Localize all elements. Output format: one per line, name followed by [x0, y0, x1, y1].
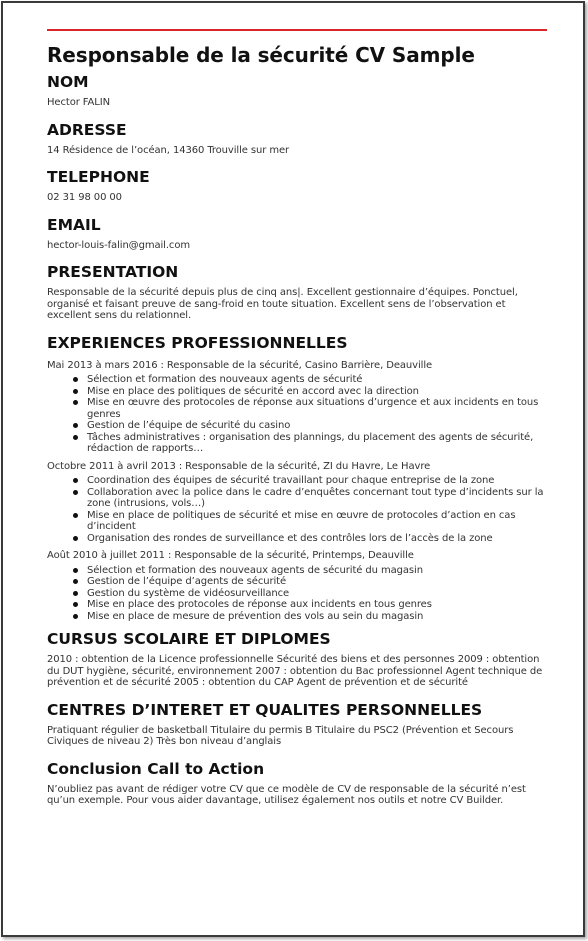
list-item: Gestion de l’équipe d’agents de sécurité: [87, 576, 547, 588]
list-item: Gestion de l’équipe de sécurité du casino: [87, 420, 547, 432]
list-item: Tâches administratives : organisation des plannings, du placement des agents de sécurité, rédaction de rapports…: [87, 432, 547, 455]
section-heading-cursus: CURSUS SCOLAIRE ET DIPLOMES: [47, 630, 331, 648]
presentation-text: Responsable de la sécurité depuis plus de cinq ans|. Excellent gestionnaire d’équipes. Ponctuel, organisé et faisant preuve de sang-froid en toute situation. Excellent sens de l’observation et excellent sens du relationnel.: [47, 287, 518, 321]
cursus-text: 2010 : obtention de la Licence professionnelle Sécurité des biens et des personnes 2009 : obtention du DUT hygiène, sécurité, environnement 2007 : obtention du Bac professionnel Agent technique de prévention et de sécurité 2005 : obtention du CAP Agent de prévention et de sécurité: [47, 654, 543, 688]
address-value: 14 Résidence de l’océan, 14360 Trouville sur mer: [47, 144, 290, 156]
section-heading-telephone: TELEPHONE: [47, 168, 150, 186]
job-entry: [47, 360, 547, 455]
section-heading-conclusion: Conclusion Call to Action: [47, 759, 265, 778]
job-title: Août 2010 à juillet 2011 : Responsable de la sécurité, Printemps, Deauville: [47, 550, 414, 561]
interets-text: Pratiquant régulier de basketball Titulaire du permis B Titulaire du PSC2 (Prévention et Secours Civiques de niveau 2) Très bon niveau d’anglais: [47, 724, 514, 747]
section-heading-presentation: PRESENTATION: [47, 263, 179, 281]
cv-content: [47, 41, 547, 807]
list-item: Sélection et formation des nouveaux agents de sécurité: [87, 374, 547, 386]
section-experiences: [47, 332, 547, 623]
list-item: Organisation des rondes de surveillance et des contrôles lors de l’accès de la zone: [87, 533, 547, 545]
job-title: Octobre 2011 à avril 2013 : Responsable de la sécurité, ZI du Havre, Le Havre: [47, 460, 431, 472]
list-item: Collaboration avec la police dans le cadre d’enquêtes concernant tout type d’incidents sur la zone (intrusions, vols…): [87, 487, 547, 510]
section-telephone: [47, 166, 547, 204]
section-interets: [47, 699, 547, 748]
email-value: hector-louis-falin@gmail.com: [47, 239, 190, 251]
section-heading-experiences: EXPERIENCES PROFESSIONNELLES: [47, 333, 348, 352]
list-item: Mise en place de politiques de sécurité et mise en œuvre de protocoles d’action en cas d’incident: [87, 510, 547, 533]
page-title: Responsable de la sécurité CV Sample: [47, 43, 475, 67]
list-item: Mise en place des politiques de sécurité en accord avec la direction: [87, 386, 547, 398]
section-cursus: [47, 628, 547, 689]
job-entry: [47, 550, 547, 622]
list-item: Gestion du système de vidéosurveillance: [87, 588, 547, 600]
section-heading-nom: NOM: [47, 73, 89, 91]
section-presentation: [47, 261, 547, 322]
job-bullet-list: [47, 565, 547, 623]
conclusion-text: N’oubliez pas avant de rédiger votre CV que ce modèle de CV de responsable de la sécurité n’est qu’un exemple. Pour vous aider davantage, utilisez également nos outils et notre CV Builder.: [47, 783, 526, 806]
section-adresse: [47, 119, 547, 157]
cv-page: [1, 1, 585, 937]
list-item: Mise en place des protocoles de réponse aux incidents en tous genres: [87, 599, 547, 611]
section-nom: [47, 71, 547, 109]
section-conclusion: [47, 758, 547, 807]
job-entry: [47, 461, 547, 545]
list-item: Coordination des équipes de sécurité travaillant pour chaque entreprise de la zone: [87, 475, 547, 487]
top-accent-bar: [47, 29, 547, 31]
job-bullet-list: [47, 374, 547, 455]
name-value: Hector FALIN: [47, 97, 110, 108]
section-heading-interets: CENTRES D’INTERET ET QUALITES PERSONNELLES: [47, 700, 483, 719]
section-email: [47, 214, 547, 252]
job-title: Mai 2013 à mars 2016 : Responsable de la sécurité, Casino Barrière, Deauville: [47, 359, 433, 371]
phone-value: 02 31 98 00 00: [47, 192, 122, 203]
section-heading-email: EMAIL: [47, 215, 101, 234]
list-item: Mise en place de mesure de prévention des vols au sein du magasin: [87, 611, 547, 623]
job-bullet-list: [47, 475, 547, 544]
list-item: Sélection et formation des nouveaux agents de sécurité du magasin: [87, 565, 547, 577]
section-heading-adresse: ADRESSE: [47, 120, 127, 139]
list-item: Mise en œuvre des protocoles de réponse aux situations d’urgence et aux incidents en tous genres: [87, 397, 547, 420]
